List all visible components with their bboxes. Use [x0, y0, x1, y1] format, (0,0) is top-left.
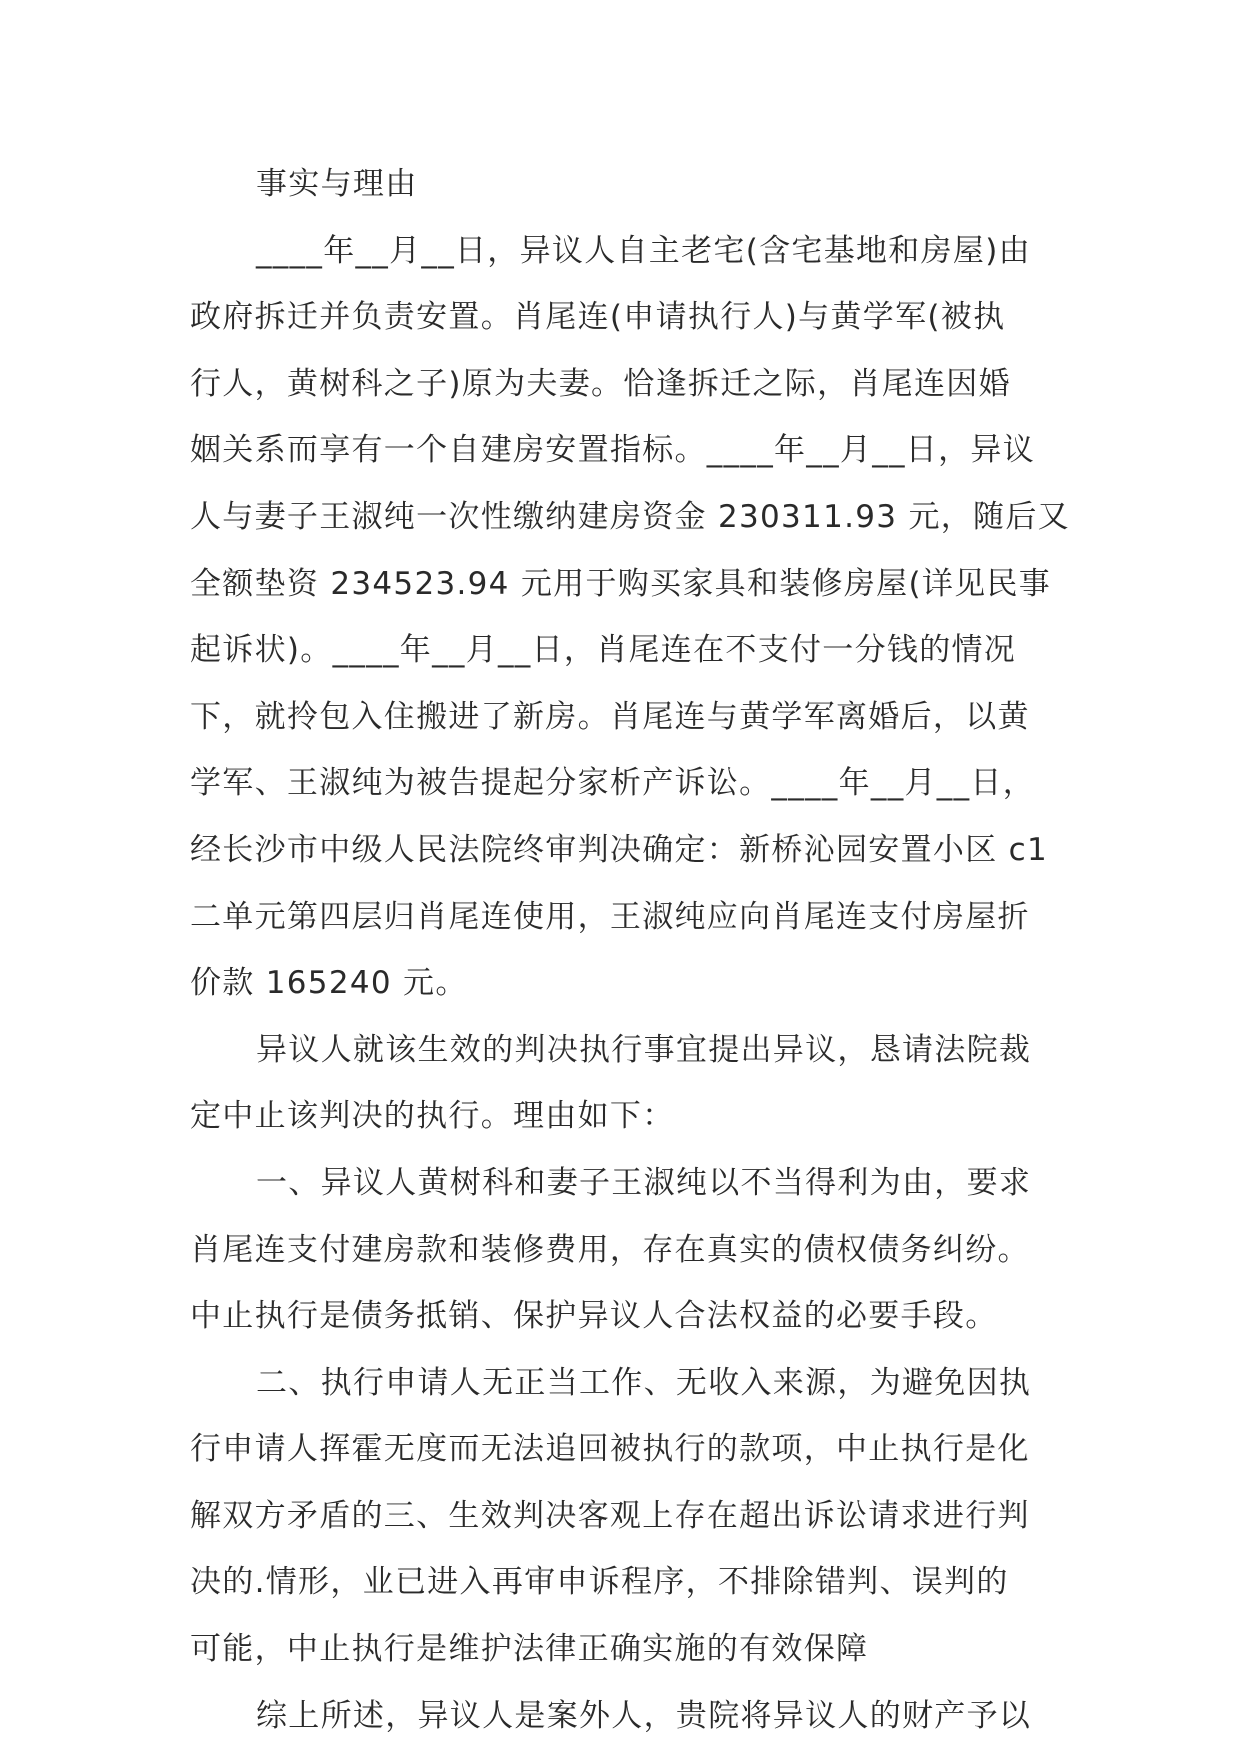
- paragraph-line: 决的.情形，业已进入再审申诉程序，不排除错判、误判的: [190, 1564, 1009, 1601]
- paragraph-line: 异议人就该生效的判决执行事宜提出异议，恳请法院裁: [256, 1031, 1032, 1068]
- paragraph-line: 一、异议人黄树科和妻子王淑纯以不当得利为由，要求: [256, 1164, 1032, 1201]
- paragraph-line: 可能，中止执行是维护法律正确实施的有效保障: [190, 1631, 869, 1668]
- paragraph-line: 定中止该判决的执行。理由如下：: [190, 1098, 675, 1135]
- paragraph-line: 学军、王淑纯为被告提起分家析产诉讼。____年__月__日，: [190, 765, 1035, 802]
- paragraph-line: 中止执行是债务抵销、保护异议人合法权益的必要手段。: [190, 1298, 998, 1335]
- paragraph-line: 下，就拎包入住搬进了新房。肖尾连与黄学军离婚后，以黄: [190, 698, 1030, 735]
- paragraph-line: 肖尾连支付建房款和装修费用，存在真实的债权债务纠纷。: [190, 1231, 1030, 1268]
- paragraph-line: 行人，黄树科之子)原为夫妻。恰逢拆迁之际，肖尾连因婚: [190, 365, 1011, 402]
- paragraph-line: 起诉状)。____年__月__日，肖尾连在不支付一分钱的情况: [190, 632, 1017, 669]
- paragraph-line: ____年__月__日，异议人自主老宅(含宅基地和房屋)由: [256, 232, 1031, 269]
- paragraph-line: 人与妻子王淑纯一次性缴纳建房资金 230311.93 元，随后又: [190, 498, 1070, 535]
- paragraph-line: 二单元第四层归肖尾连使用，王淑纯应向肖尾连支付房屋折: [190, 898, 1030, 935]
- paragraph-line: 二、执行申请人无正当工作、无收入来源，为避免因执: [256, 1364, 1032, 1401]
- document-body: [190, 159, 1070, 1757]
- paragraph-line: 价款 165240 元。: [190, 965, 468, 1002]
- paragraph-line: 姻关系而享有一个自建房安置指标。____年__月__日，异议: [190, 432, 1035, 469]
- paragraph-line: 全额垫资 234523.94 元用于购买家具和装修房屋(详见民事: [190, 565, 1052, 602]
- section-heading: 事实与理由: [256, 166, 418, 202]
- paragraph-line: 行申请人挥霍无度而无法追回被执行的款项，中止执行是化: [190, 1431, 1030, 1468]
- paragraph-line: 解双方矛盾的三、生效判决客观上存在超出诉讼请求进行判: [190, 1497, 1030, 1534]
- paragraph-line: 综上所述，异议人是案外人，贵院将异议人的财产予以: [256, 1697, 1032, 1734]
- paragraph-line: 经长沙市中级人民法院终审判决确定：新桥沁园安置小区 c1: [190, 831, 1049, 868]
- paragraph-line: 政府拆迁并负责安置。肖尾连(申请执行人)与黄学军(被执: [190, 299, 1006, 336]
